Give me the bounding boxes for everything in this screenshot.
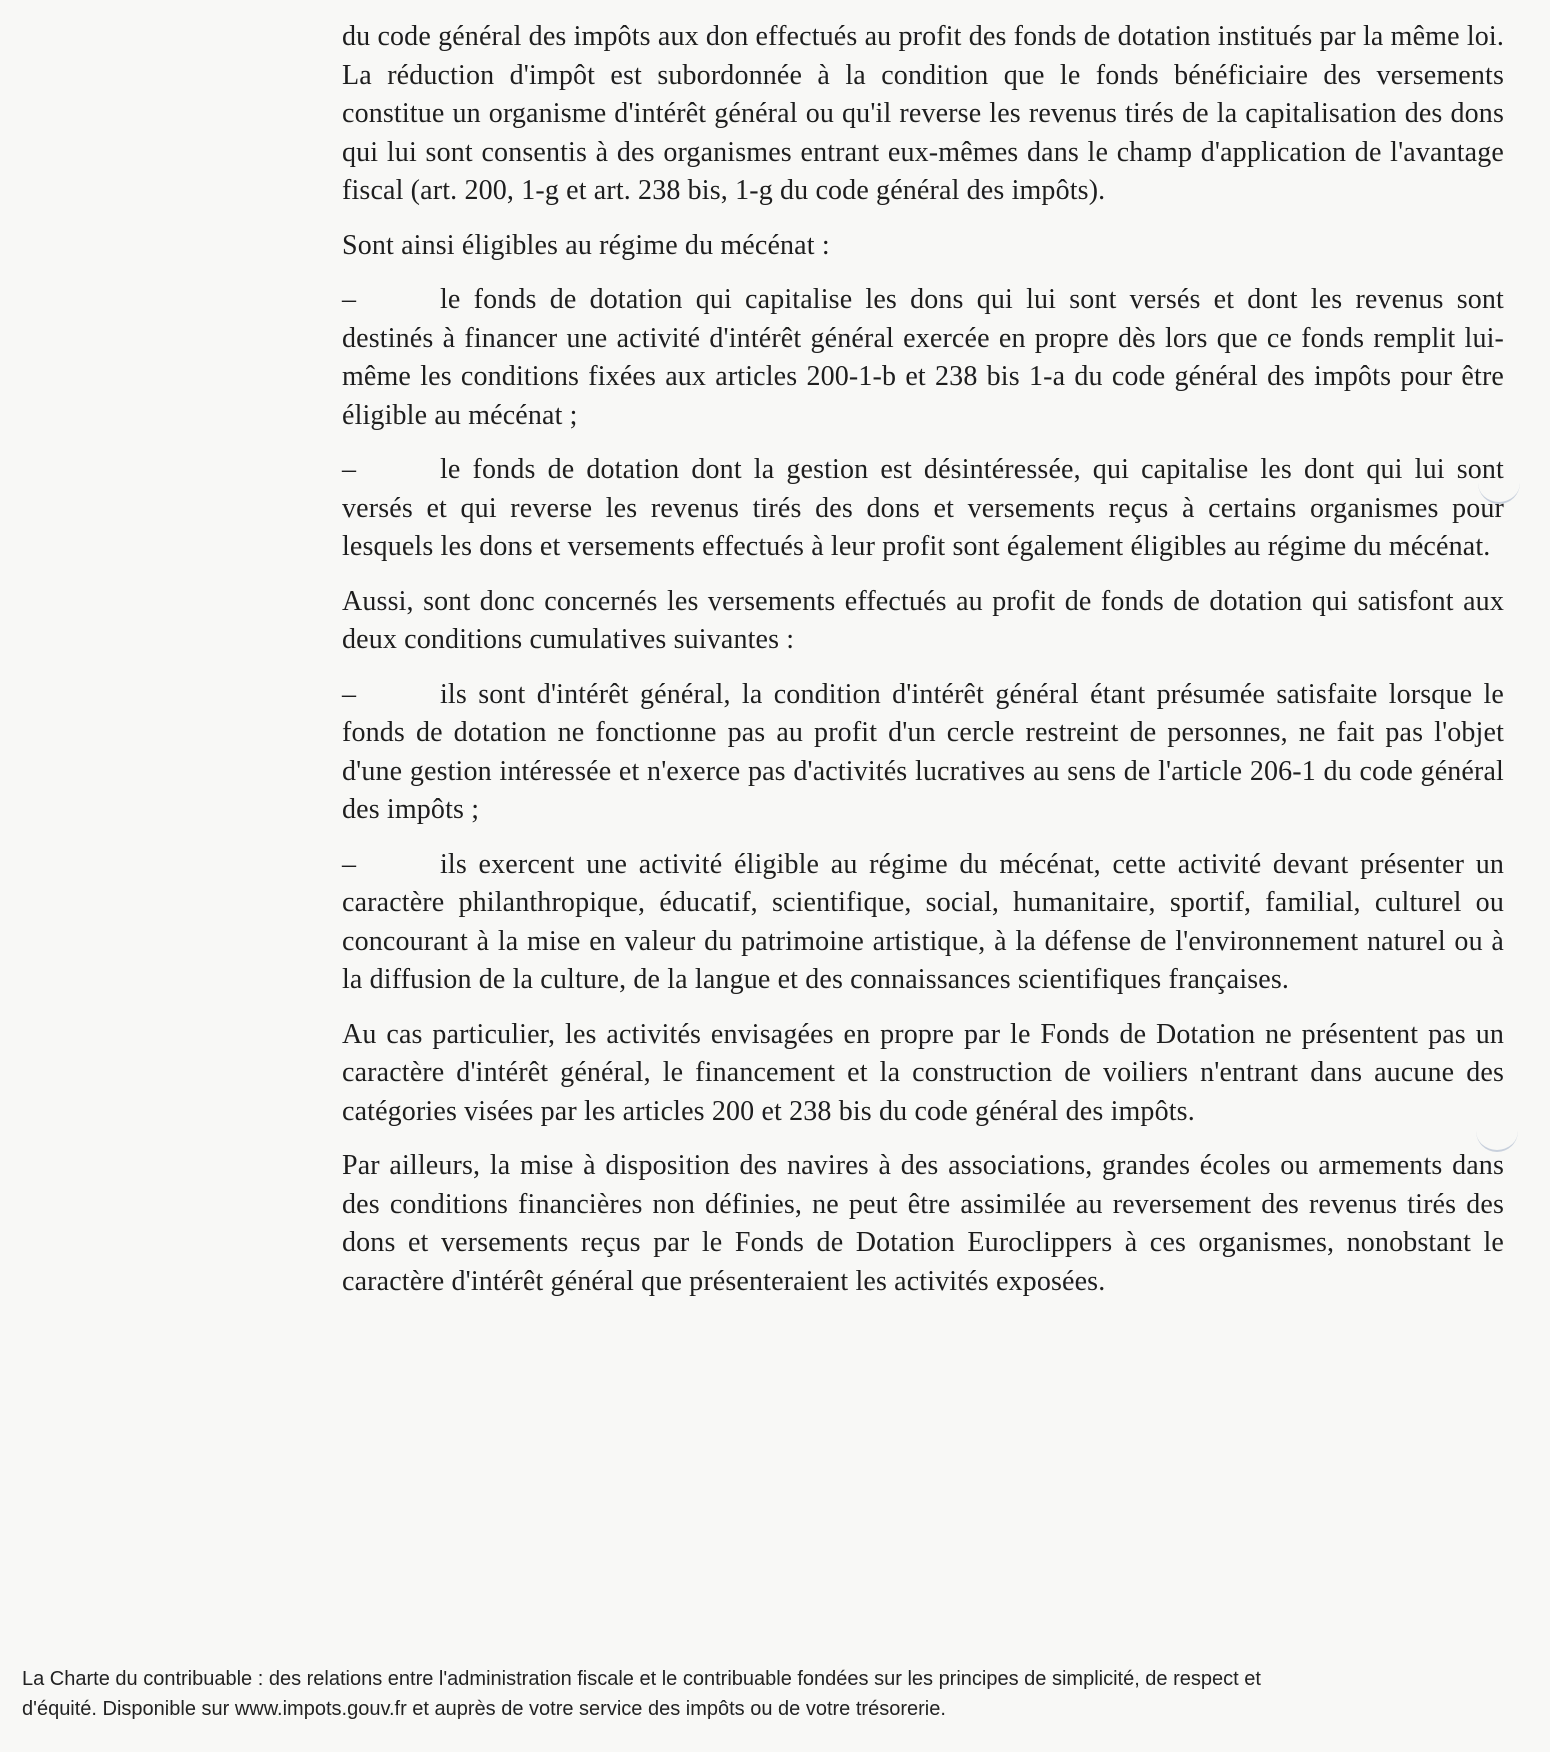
list-item-text: ils exercent une activité éligible au régime du mécénat, cette activité devant présenter un caractère philanthropique, éducatif, scientifique, social, humanitaire, sportif, familial, culturel ou concourant à la mise en valeur du patrimoine artistique, à la défense de l'environnement naturel ou à la diffusion de la culture, de la langue et des connaissances scientifiques françaises. <box>342 848 1504 995</box>
paragraph-conclusion: Par ailleurs, la mise à disposition des navires à des associations, grandes écoles ou armements dans des conditions financières non définies, ne peut être assimilée au reversement des revenus tirés des dons et versements reçus par le Fonds de Dotation Euroclippers à ces organismes, nonobstant le caractère d'intérêt général que présenteraient les activités exposées. <box>342 1150 1504 1297</box>
list-dash: – <box>342 848 357 880</box>
paragraph-particular-case: Au cas particulier, les activités envisagées en propre par le Fonds de Dotation ne présentent pas un caractère d'intérêt général, le financement et la construction de voiliers n'entrant dans aucune des catégories visées par les articles 200 et 238 bis du code général des impôts. <box>342 1018 1504 1127</box>
letter-body <box>342 18 1504 1317</box>
list-item <box>342 281 1504 435</box>
paragraph-intro: du code général des impôts aux don effectués au profit des fonds de dotation institués par la même loi. La réduction d'impôt est subordonnée à la condition que le fonds bénéficiaire des versements constitue un organisme d'intérêt général ou qu'il reverse les revenus tirés de la capitalisation des dons qui lui sont consentis à des organismes entrant eux-mêmes dans le champ d'application de l'avantage fiscal (art. 200, 1-g et art. 238 bis, 1-g du code général des impôts). <box>342 21 1504 206</box>
list-item <box>342 846 1504 1000</box>
page-footer <box>22 1664 1522 1724</box>
list-dash: – <box>342 678 357 710</box>
paragraph-eligibility-lead: Sont ainsi éligibles au régime du mécénat : <box>342 229 830 261</box>
paragraph-conditions-lead: Aussi, sont donc concernés les versements effectués au profit de fonds de dotation qui satisfont aux deux conditions cumulatives suivantes : <box>342 585 1504 655</box>
list-dash: – <box>342 454 357 485</box>
list-item <box>342 676 1504 830</box>
footer-line-1: La Charte du contribuable : des relations entre l'administration fiscale et le contribuable fondées sur les principes de simplicité, de respect et <box>22 1668 1261 1690</box>
list-item <box>342 451 1504 567</box>
footer-line-2: d'équité. Disponible sur www.impots.gouv.fr et auprès de votre service des impôts ou de votre trésorerie. <box>22 1698 946 1720</box>
list-dash: – <box>342 284 357 315</box>
list-item-text: le fonds de dotation qui capitalise les dons qui lui sont versés et dont les revenus sont destinés à financer une activité d'intérêt général exercée en propre dès lors que ce fonds remplit lui-même les conditions fixées aux articles 200-1-b et 238 bis 1-a du code général des impôts pour être éligible au mécénat ; <box>342 284 1504 431</box>
list-item-text: ils sont d'intérêt général, la condition d'intérêt général étant présumée satisfaite lorsque le fonds de dotation ne fonctionne pas au profit d'un cercle restreint de personnes, ne fait pas l'objet d'une gestion intéressée et n'exerce pas d'activités lucratives au sens de l'article 206-1 du code général des impôts ; <box>342 678 1504 825</box>
list-item-text: le fonds de dotation dont la gestion est désintéressée, qui capitalise les dont qui lui sont versés et qui reverse les revenus tirés des dons et versements reçus à certains organismes pour lesquels les dons et versements effectués à leur profit sont également éligibles au régime du mécénat. <box>342 454 1504 562</box>
